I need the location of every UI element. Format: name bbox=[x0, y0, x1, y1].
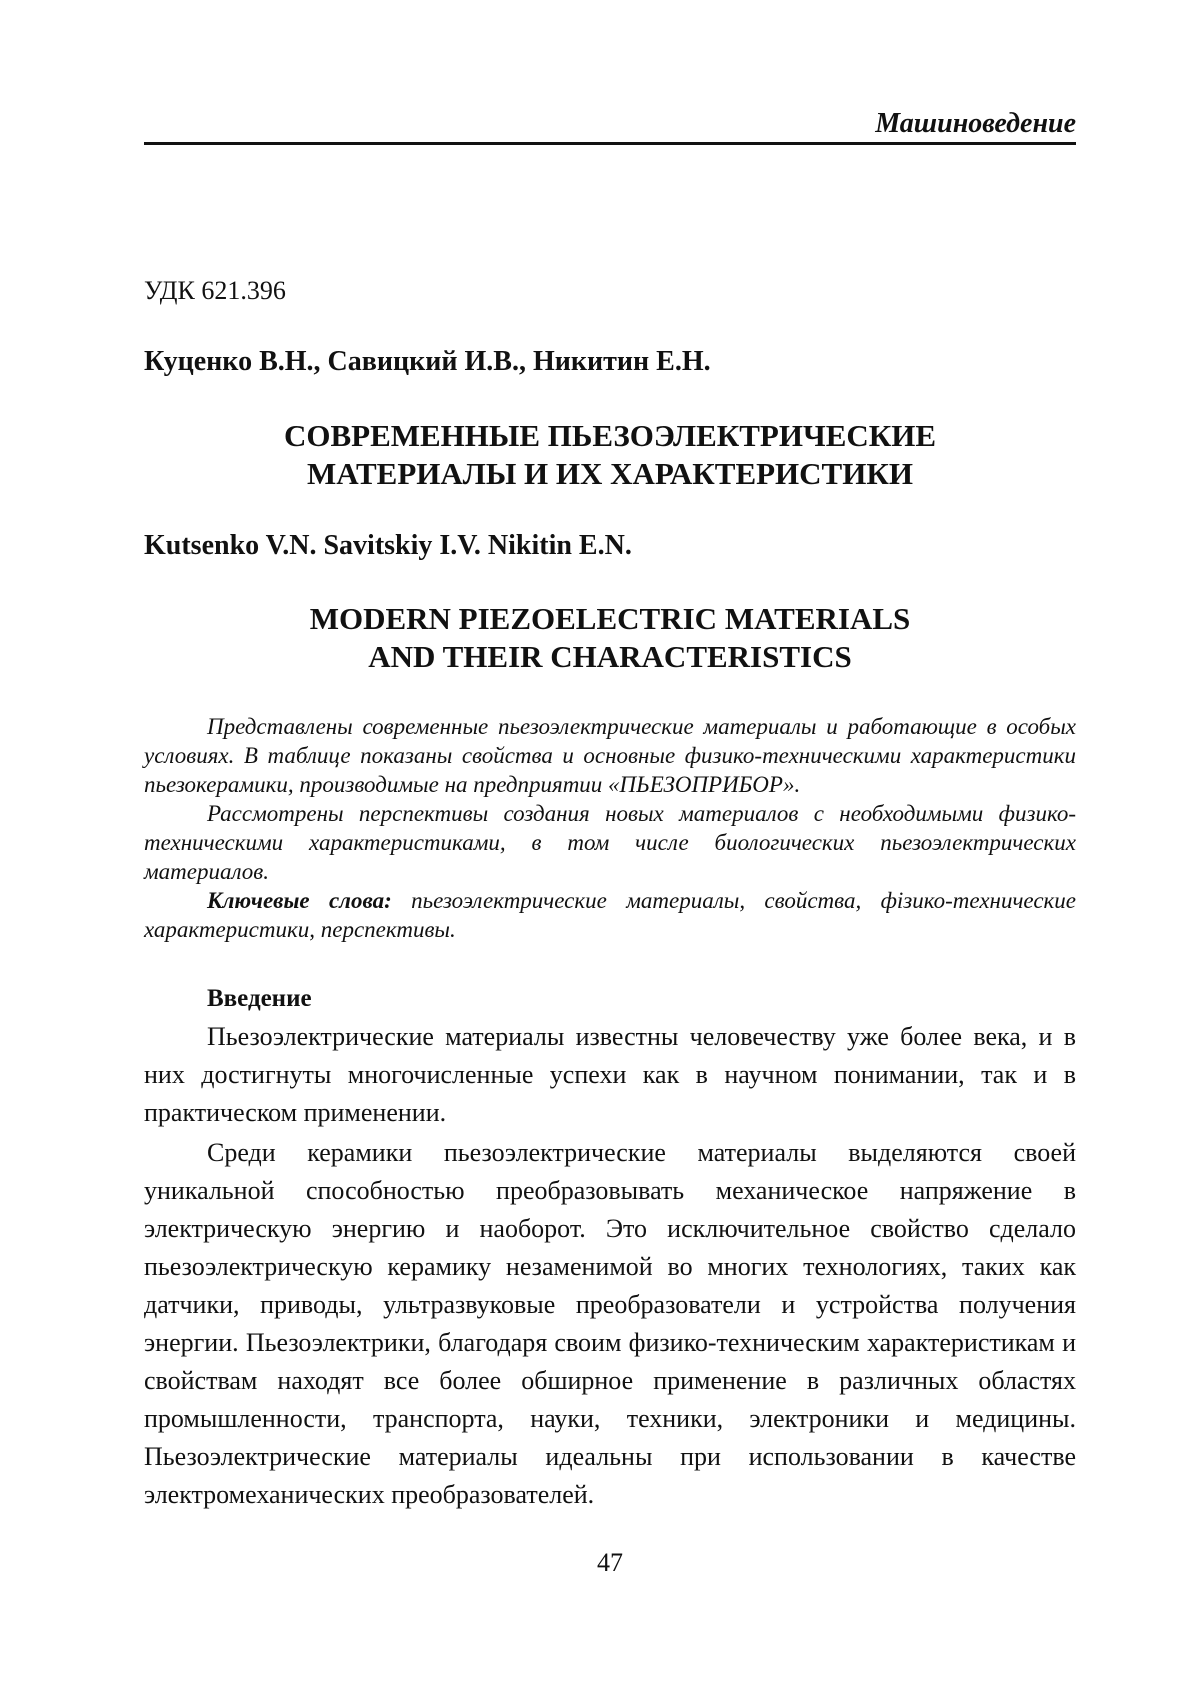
title-ru-line-2: МАТЕРИАЛЫ И ИХ ХАРАКТЕРИСТИКИ bbox=[144, 455, 1076, 493]
article-page bbox=[144, 0, 1076, 1697]
title-en-line-2: AND THEIR CHARACTERISTICS bbox=[144, 638, 1076, 676]
introduction-paragraph-2: Среди керамики пьезоэлектрические материалы выделяются своей уникальной способностью преобразовывать механическое напряжение в электрическую энергию и наоборот. Это исключительное свойство сделало пьезоэлектрическую керамику незаменимой во многих технологиях, таких как датчики, приводы, ультразвуковые преобразователи и устройства получения энергии. Пьезоэлектрики, благодаря своим физико-техническим характеристикам и свойствам находят все более обширное применение в различных областях промышленности, транспорта, науки, техники, электроники и медицины. Пьезоэлектрические материалы идеальны при использовании в качестве электромеханических преобразователей. bbox=[144, 1134, 1076, 1514]
running-head: Машиноведение bbox=[875, 108, 1076, 140]
section-heading-introduction: Введение bbox=[207, 985, 312, 1013]
abstract bbox=[144, 712, 1076, 944]
keywords-list: пьезоэлектрические материалы, свойства, фізико-технические характеристики, перспективы. bbox=[144, 888, 1076, 942]
header-rule bbox=[144, 142, 1076, 145]
authors-ru: Куценко В.Н., Савицкий И.В., Никитин Е.Н. bbox=[144, 346, 711, 378]
abstract-paragraph-1: Представлены современные пьезоэлектрические материалы и работающие в особых условиях. В таблице показаны свойства и основные физико-техническими характеристики пьезокерамики, производимые на предприятии «ПЬЕЗОПРИБОР». bbox=[144, 712, 1076, 799]
authors-en: Kutsenko V.N. Savitskiy I.V. Nikitin E.N. bbox=[144, 530, 632, 562]
title-en bbox=[144, 600, 1076, 676]
introduction-body bbox=[144, 1018, 1076, 1514]
page-number: 47 bbox=[144, 1548, 1076, 1578]
title-ru-line-1: СОВРЕМЕННЫЕ ПЬЕЗОЭЛЕКТРИЧЕСКИЕ bbox=[144, 417, 1076, 455]
introduction-paragraph-1: Пьезоэлектрические материалы известны человечеству уже более века, и в них достигнуты многочисленные успехи как в научном понимании, так и в практическом применении. bbox=[144, 1018, 1076, 1132]
abstract-paragraph-2: Рассмотрены перспективы создания новых материалов с необходимыми физико-техническими характеристиками, в том числе биологических пьезоэлектрических материалов. bbox=[144, 799, 1076, 886]
udk-code: УДК 621.396 bbox=[144, 276, 286, 306]
title-ru bbox=[144, 417, 1076, 493]
keywords-paragraph bbox=[144, 886, 1076, 944]
title-en-line-1: MODERN PIEZOELECTRIC MATERIALS bbox=[144, 600, 1076, 638]
keywords-label: Ключевые слова: bbox=[207, 888, 392, 913]
